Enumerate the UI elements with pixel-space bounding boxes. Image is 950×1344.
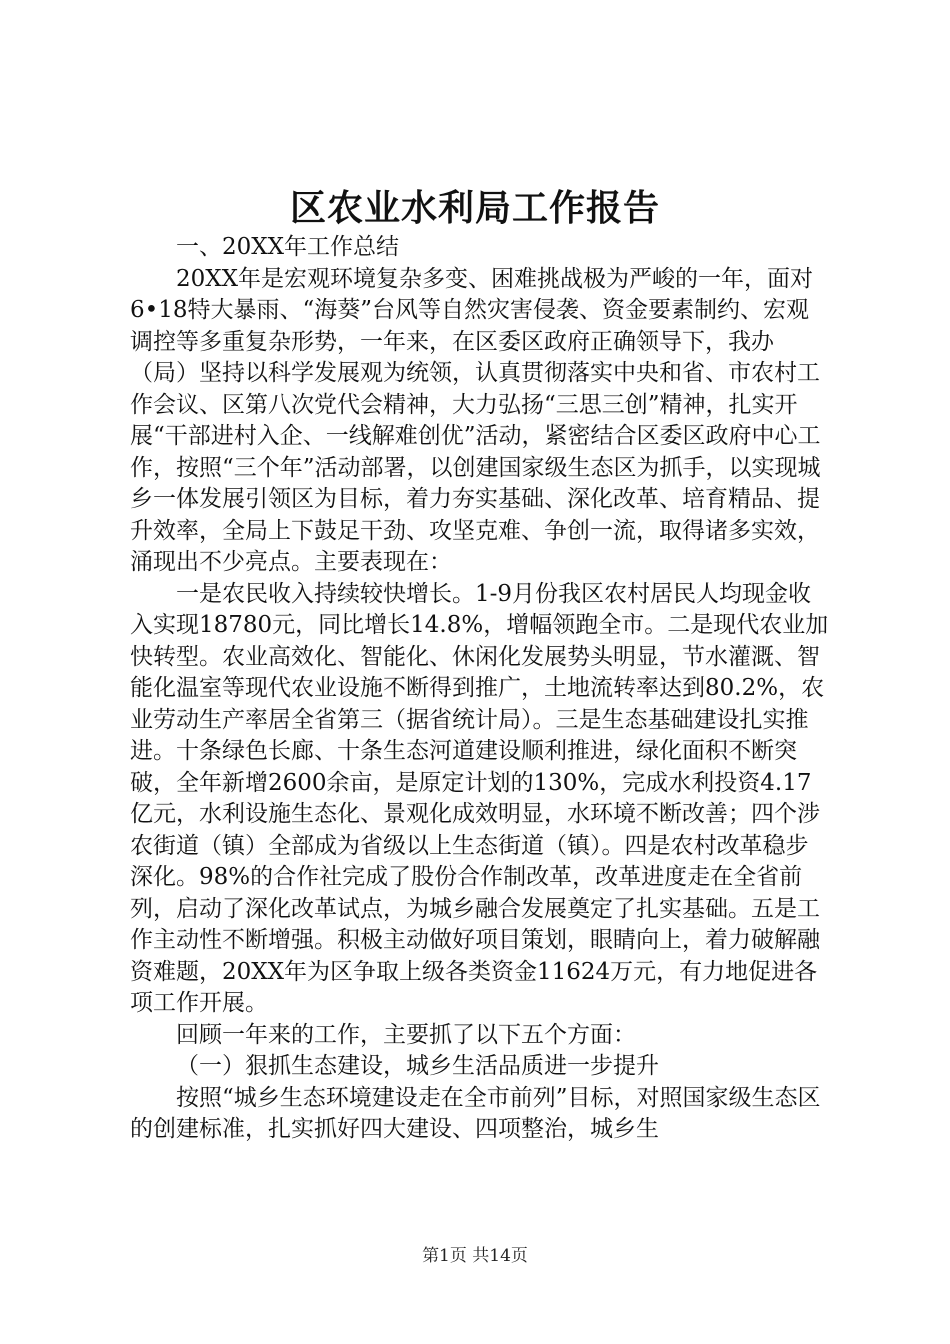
- body-paragraph: 20XX年是宏观环境复杂多变、困难挑战极为严峻的一年，面对6•18特大暴雨、“海葵”台风等自然灾害侵袭、资金要素制约、宏观调控等多重复杂形势，一年来，在区委区政府正确领导下，我办（局）坚持以科学发展观为统领，认真贯彻落实中央和省、市农村工作会议、区第八次党代会精神，大力弘扬“三思三创”精神，扎实开展“干部进村入企、一线解难创优”活动，紧密结合区委区政府中心工作，按照“三个年”活动部署，以创建国家级生态区为抓手，以实现城乡一体发展引领区为目标，着力夯实基础、深化改革、培育精品、提升效率，全局上下鼓足干劲、攻坚克难、争创一流，取得诸多实效，涌现出不少亮点。主要表现在：: [130, 265, 821, 575]
- document-body: [130, 232, 830, 1146]
- page-footer: 第1页 共14页: [422, 1246, 528, 1266]
- subsection-heading: （一）狠抓生态建设，城乡生活品质进一步提升: [176, 1053, 659, 1079]
- body-paragraph: 按照“城乡生态环境建设走在全市前列”目标，对照国家级生态区的创建标准，扎实抓好四大建设、四项整治，城乡生: [130, 1084, 821, 1142]
- document-title: 区农业水利局工作报告: [289, 187, 660, 229]
- body-paragraph: 回顾一年来的工作，主要抓了以下五个方面：: [176, 1021, 636, 1048]
- section-heading: 一、20XX年工作总结: [176, 234, 400, 260]
- body-paragraph: 一是农民收入持续较快增长。1-9月份我区农村居民人均现金收入实现18780元，同比增长14.8%，增幅领跑全市。二是现代农业加快转型。农业高效化、智能化、休闲化发展势头明显，节水灌溉、智能化温室等现代农业设施不断得到推广，土地流转率达到80.2%，农业劳动生产率居全省第三（据省统计局）。三是生态基础建设扎实推进。十条绿色长廊、十条生态河道建设顺利推进，绿化面积不断突破，全年新增2600余亩，是原定计划的130%，完成水利投资4.17亿元，水利设施生态化、景观化成效明显，水环境不断改善；四个涉农街道（镇）全部成为省级以上生态街道（镇）。四是农村改革稳步深化。98%的合作社完成了股份合作制改革，改革进度走在全省前列，启动了深化改革试点，为城乡融合发展奠定了扎实基础。五是工作主动性不断增强。积极主动做好项目策划，眼睛向上，着力破解融资难题，20XX年为区争取上级各类资金11624万元，有力地促进各项工作开展。: [130, 580, 829, 1016]
